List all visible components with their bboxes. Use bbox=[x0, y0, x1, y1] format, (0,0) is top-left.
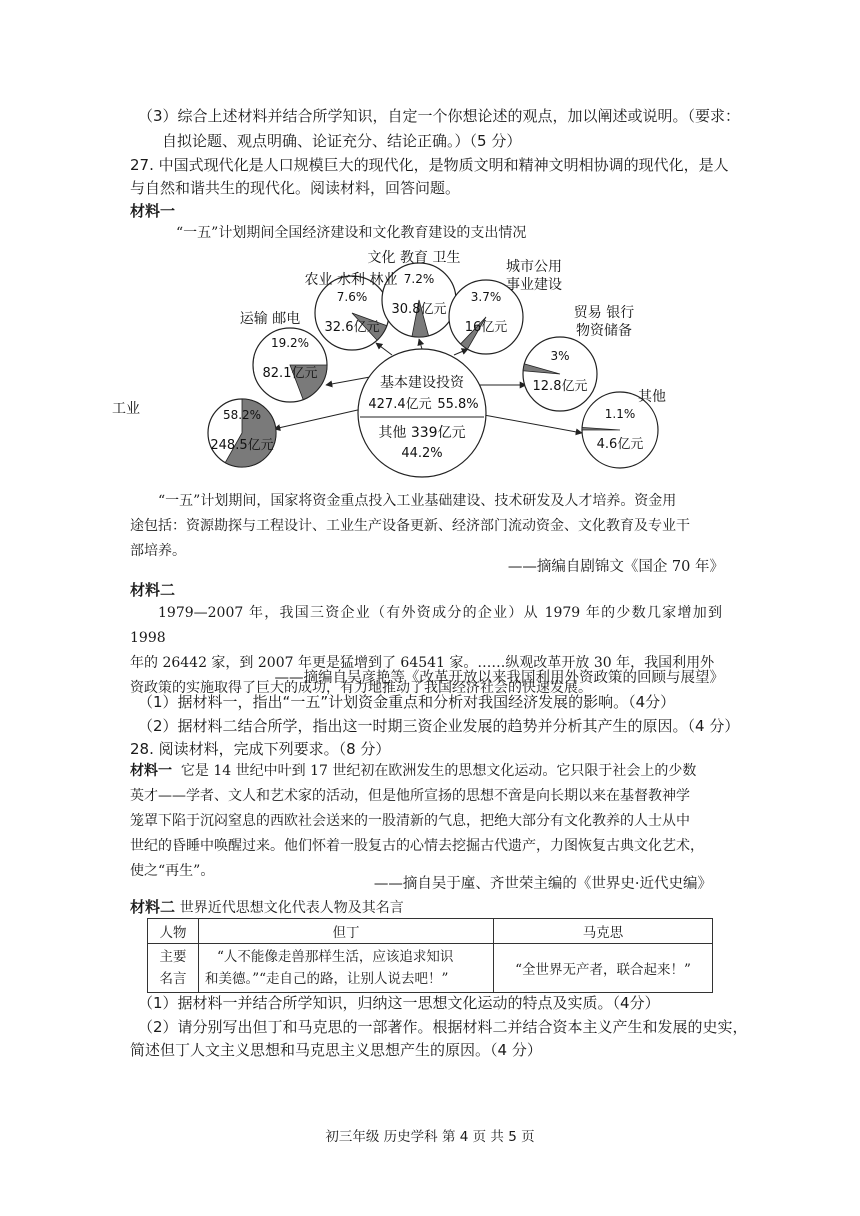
q27-source1: ——摘编自剧锦文《国企 70 年》 bbox=[507, 559, 724, 575]
q26-3-line1: （3）综合上述材料并结合所学知识，自定一个你想论述的观点，加以阐述或说明。（要求： bbox=[138, 107, 741, 125]
center-top-pct: 55.8% bbox=[437, 397, 479, 412]
page-footer: 初三年级 历史学科 第 4 页 共 5 页 bbox=[325, 1129, 535, 1145]
center-bottom-pct: 44.2% bbox=[401, 446, 443, 461]
dante-quote-line1: “人不能像走兽那样生活，应该追求知识 bbox=[217, 949, 454, 965]
q26-3-line2: 自拟论题、观点明确、论证充分、结论正确。）（5 分） bbox=[162, 132, 522, 150]
breakdown-name-5-b: 物资储备 bbox=[576, 323, 632, 339]
q28-para-line3: 笼罩下陷于沉闷窒息的西欧社会送来的一股清新的气息，把绝大部分有文化教养的人士从中 bbox=[130, 813, 690, 829]
arrow-1 bbox=[326, 377, 370, 385]
q28-source: ——摘自吴于廑、齐世荣主编的《世界史·近代史编》 bbox=[373, 876, 712, 892]
table-row bbox=[148, 944, 713, 993]
q28-question1: （1）据材料一并结合所学知识，归纳这一思想文化运动的特点及实质。（4分） bbox=[138, 994, 660, 1012]
breakdown-name-4-a: 城市公用 bbox=[506, 259, 562, 275]
q28-para-line4: 世纪的昏睡中唤醒过来。他们怀着一股复古的心情去挖掘古代遗产，力图恢复古典文化艺术， bbox=[130, 838, 704, 854]
q27-material1-label: 材料一 bbox=[130, 202, 176, 220]
breakdown-pct-1: 19.2% bbox=[270, 336, 310, 350]
breakdown-name-6: 其他 bbox=[638, 389, 666, 405]
q27-source2: ——摘编自吴彦艳等《改革开放以来我国利用外资政策的回顾与展望》 bbox=[274, 670, 724, 686]
spending-pie-chart bbox=[112, 245, 690, 485]
q27-para2-line2: 年的 26442 家，到 2007 年更是猛增到了 64541 家。……纵观改革开放 30 年，我国利用外 bbox=[130, 655, 715, 671]
dante-quote-line2: 和美德。”“走自己的路，让别人说去吧！” bbox=[205, 971, 449, 987]
dante-quote-cell bbox=[199, 944, 494, 993]
breakdown-value-1: 82.1亿元 bbox=[262, 366, 318, 381]
arrow-4 bbox=[454, 349, 468, 355]
breakdown-name-3: 文化 教育 卫生 bbox=[367, 250, 461, 266]
arrow-2 bbox=[376, 343, 392, 355]
q27-para1-line1: “一五”计划期间，国家将资金重点投入工业基础建设、技术研发及人才培养。资金用 bbox=[158, 493, 677, 509]
q28-question2-line1: （2）请分别写出但丁和马克思的一部著作。根据材料二并结合资本主义产生和发展的史实， bbox=[138, 1018, 748, 1036]
center-bottom-value: 其他 339亿元 bbox=[378, 425, 466, 441]
quotes-table bbox=[147, 918, 713, 993]
q27-para1-line3: 部培养。 bbox=[130, 543, 186, 559]
breakdown-pct-4: 3.7% bbox=[470, 290, 502, 304]
q27-para2-line1: 1979—2007 年，我国三资企业（有外资成分的企业）从 1979 年的少数几家增加到 1998 bbox=[130, 605, 722, 646]
table-header-marx: 马克思 bbox=[494, 919, 713, 944]
breakdown-name-4-b: 事业建设 bbox=[506, 277, 562, 293]
center-top-label: 基本建设投资 bbox=[380, 375, 464, 391]
breakdown-name-1: 运输 邮电 bbox=[239, 311, 301, 327]
table-row-label bbox=[148, 944, 199, 993]
breakdown-name-2: 农业 水利 林业 bbox=[304, 272, 398, 288]
breakdown-value-2: 32.6亿元 bbox=[324, 320, 380, 335]
q27-question2: （2）据材料二结合所学，指出这一时期三资企业发展的趋势并分析其产生的原因。（4 分） bbox=[138, 717, 740, 735]
q28-material2-label: 材料二 bbox=[130, 898, 176, 916]
breakdown-value-6: 4.6亿元 bbox=[596, 437, 644, 452]
q28-para-line5: 使之“再生”。 bbox=[130, 863, 215, 879]
q28-para-line1: 它是 14 世纪中叶到 17 世纪初在欧洲发生的思想文化运动。它只限于社会上的少数 bbox=[180, 763, 697, 779]
q28-para-line2: 英才——学者、文人和艺术家的活动，但是他所宣扬的思想不啻是向长期以来在基督教神学 bbox=[130, 788, 690, 804]
q27-intro-line1: 27. 中国式现代化是人口规模巨大的现代化，是物质文明和精神文明相协调的现代化，是人 bbox=[130, 156, 729, 174]
arrow-0 bbox=[274, 409, 362, 429]
center-top-value: 427.4亿元 bbox=[368, 397, 432, 412]
breakdown-pct-2: 7.6% bbox=[336, 290, 368, 304]
q27-para1-line2: 途包括：资源勘探与工程设计、工业生产设备更新、经济部门流动资金、文化教育及专业干 bbox=[130, 518, 690, 534]
breakdown-pct-5: 3% bbox=[550, 349, 570, 363]
q27-question1: （1）据材料一，指出“一五”计划资金重点和分析对我国经济发展的影响。（4分） bbox=[138, 693, 676, 711]
arrow-6 bbox=[484, 415, 582, 433]
breakdown-value-0: 248.5亿元 bbox=[210, 438, 274, 453]
q27-para2-line3: 资政策的实施取得了巨大的成功，有力地推动了我国经济社会的快速发展。 bbox=[130, 680, 592, 696]
breakdown-name-5-a: 贸易 银行 bbox=[573, 305, 635, 321]
table-header-dante: 但丁 bbox=[199, 919, 494, 944]
q27-material2-label: 材料二 bbox=[130, 581, 176, 599]
row-label-line1: 主要 bbox=[159, 949, 187, 965]
breakdown-value-3: 30.8亿元 bbox=[391, 302, 447, 317]
marx-quote-cell: “全世界无产者，联合起来！” bbox=[494, 944, 713, 993]
arrow-3 bbox=[419, 339, 422, 349]
table-header-row bbox=[148, 919, 713, 944]
q28-intro: 28. 阅读材料，完成下列要求。（8 分） bbox=[130, 740, 391, 758]
q28-material1-label: 材料一 bbox=[130, 763, 172, 779]
breakdown-name-0: 工业 bbox=[112, 401, 140, 417]
q27-intro-line2: 与自然和谐共生的现代化。阅读材料，回答问题。 bbox=[130, 179, 461, 197]
breakdown-pct-3: 7.2% bbox=[403, 272, 435, 286]
q28-material2-title: 世界近代思想文化代表人物及其名言 bbox=[179, 900, 404, 916]
table-header-person: 人物 bbox=[148, 919, 199, 944]
row-label-line2: 名言 bbox=[159, 971, 187, 987]
q28-question2-line2: 简述但丁人文主义思想和马克思主义思想产生的原因。（4 分） bbox=[130, 1041, 542, 1059]
breakdown-pct-0: 58.2% bbox=[222, 408, 262, 422]
breakdown-pct-6: 1.1% bbox=[604, 407, 636, 421]
chart-title: “一五”计划期间全国经济建设和文化教育建设的支出情况 bbox=[176, 225, 527, 241]
breakdown-value-4: 16亿元 bbox=[464, 320, 508, 335]
breakdown-value-5: 12.8亿元 bbox=[532, 379, 588, 394]
